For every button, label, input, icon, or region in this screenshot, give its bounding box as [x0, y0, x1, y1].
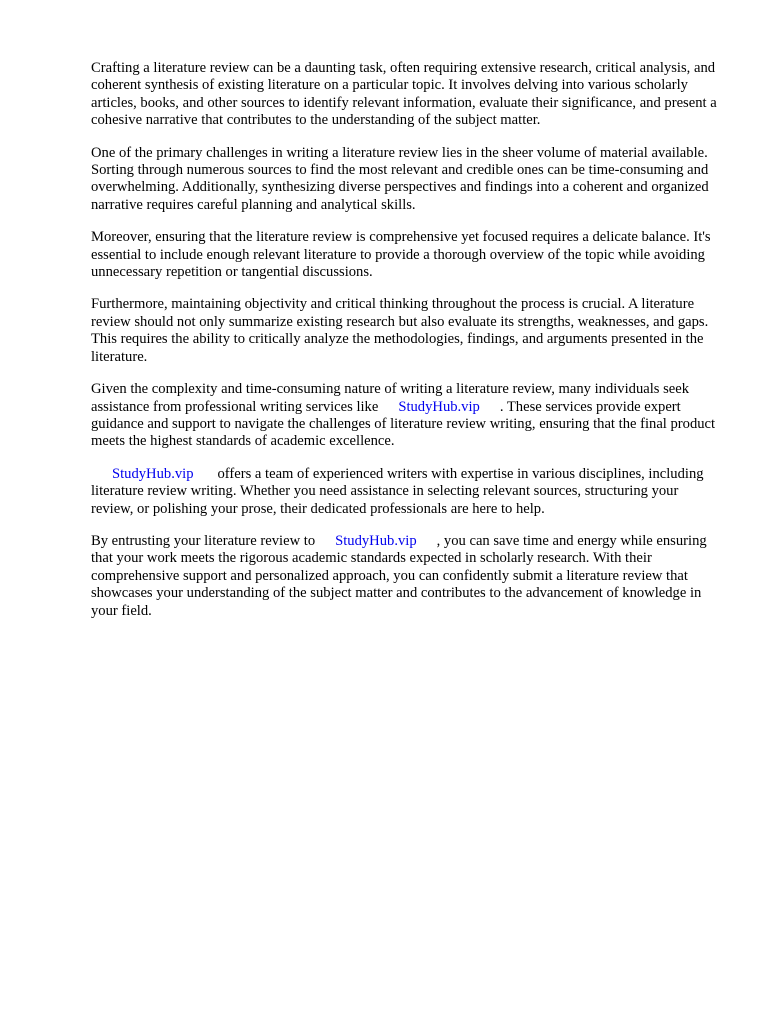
paragraph-entrusting: [91, 533, 721, 620]
paragraph-text-before: Given the complexity and time-consuming nature of writing a literature review, many individuals seek assistance from professional writing services like: [91, 381, 690, 415]
paragraph-challenges: [91, 145, 721, 215]
paragraph-text: Moreover, ensuring that the literature review is comprehensive yet focused requires a delicate balance. It's essential to include enough relevant literature to provide a thorough overview of the topic while avoiding unnecessary repetition or tangential discussions.: [91, 229, 711, 281]
paragraph-text-before: By entrusting your literature review to: [91, 532, 316, 549]
paragraph-services: [91, 381, 721, 451]
studyhub-link[interactable]: StudyHub.vip: [112, 465, 194, 482]
paragraph-offers: [91, 466, 721, 518]
paragraph-text-after: . These services provide expert guidance and support to navigate the challenges of literature review writing, ensuring that the final product meets the highest standards of academic excellence.: [91, 398, 716, 450]
paragraph-text-after: offers a team of experienced writers with expertise in various disciplines, including literature review writing. Whether you need assistance in selecting relevant sources, structuring your review, or polishing your prose, their dedicated professionals are here to help.: [91, 465, 704, 517]
paragraph-intro: [91, 60, 721, 130]
studyhub-link[interactable]: StudyHub.vip: [398, 398, 480, 415]
paragraph-text-after: , you can save time and energy while ensuring that your work meets the rigorous academic standards expected in scholarly research. With their comprehensive support and personalized approach, you can confidently submit a literature review that showcases your understanding of the subject matter and contributes to the advancement of knowledge in your field.: [91, 532, 707, 619]
paragraph-text: Furthermore, maintaining objectivity and critical thinking throughout the process is crucial. A literature review should not only summarize existing research but also evaluate its strengths, weaknesses, and gaps. This requires the ability to critically analyze the methodologies, findings, and arguments presented in the literature.: [91, 296, 709, 365]
paragraph-balance: [91, 229, 721, 281]
paragraph-text: Crafting a literature review can be a daunting task, often requiring extensive research, critical analysis, and coherent synthesis of existing literature on a particular topic. It involves delving into various scholarly articles, books, and other sources to identify relevant information, evaluate their significance, and present a cohesive narrative that contributes to the understanding of the subject matter.: [91, 60, 717, 129]
studyhub-link[interactable]: StudyHub.vip: [335, 532, 417, 549]
document-body: [91, 60, 721, 635]
paragraph-objectivity: [91, 296, 721, 366]
paragraph-text: One of the primary challenges in writing a literature review lies in the sheer volume of material available. Sorting through numerous sources to find the most relevant and credible ones can be time-consuming and overwhelming. Additionally, synthesizing diverse perspectives and findings into a coherent and organized narrative requires careful planning and analytical skills.: [91, 144, 709, 213]
